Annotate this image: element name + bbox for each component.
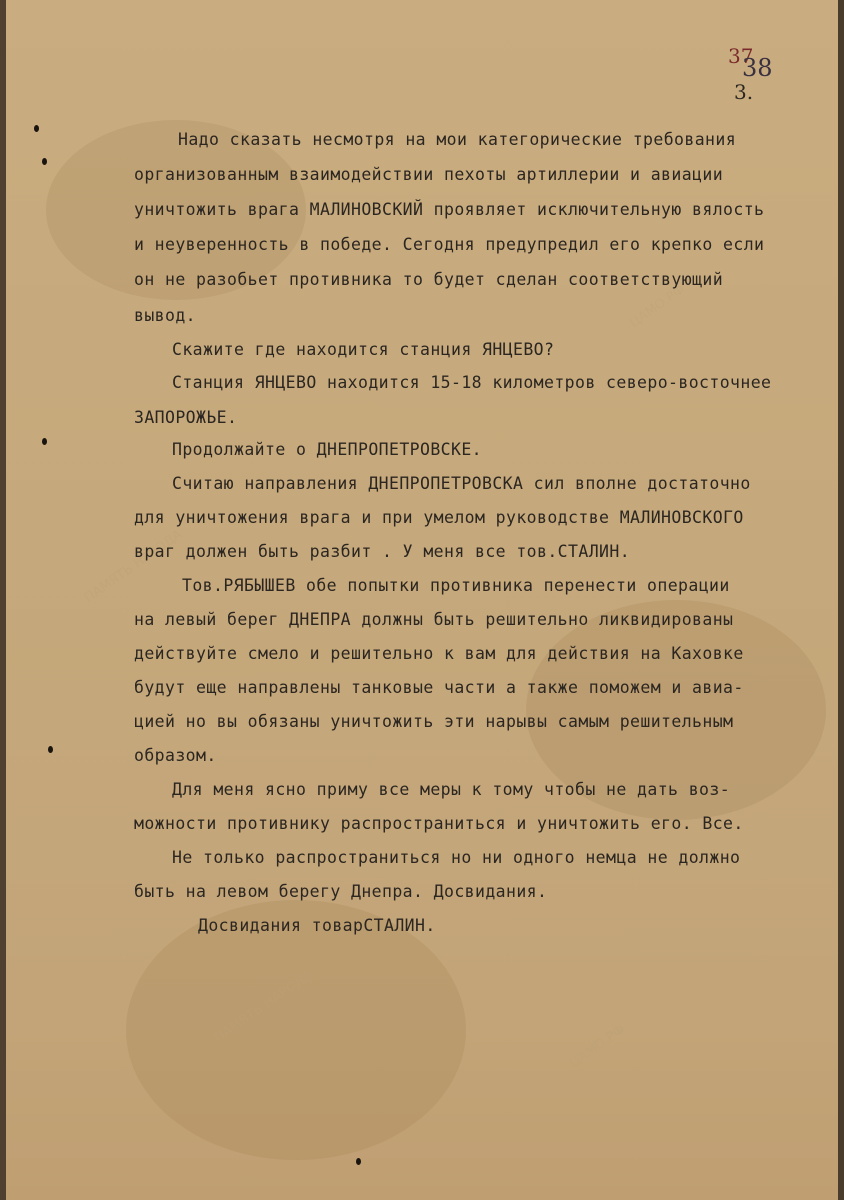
watermark: ПАМЯТЬ НАРОДА — [211, 967, 316, 1046]
document-page — [6, 0, 838, 1200]
punch-hole-mark — [48, 746, 53, 753]
watermark: ЦАМО.РФ — [627, 282, 688, 331]
text-line: действуйте смело и решительно к вам для действия на Каховке — [134, 644, 744, 663]
text-line: враг должен быть разбит . У меня все тов.СТАЛИН. — [134, 542, 631, 561]
text-line: образом. — [134, 746, 217, 765]
text-line: на левый берег ДНЕПРА должны быть решительно ликвидированы — [134, 610, 734, 629]
page-number-sub: 3. — [734, 80, 754, 104]
text-line: Станция ЯНЦЕВО находится 15-18 километров северо-восточнее — [172, 373, 772, 392]
punch-hole-mark — [356, 1158, 361, 1165]
text-line: быть на левом берегу Днепра. Досвидания. — [134, 882, 548, 901]
watermark: ЦАМО.РФ — [567, 1022, 628, 1071]
text-line: Продолжайте о ДНЕПРОПЕТРОВСКЕ. — [172, 440, 483, 459]
page-number-old: 37 — [728, 44, 754, 68]
text-line: Считаю направления ДНЕПРОПЕТРОВСКА сил вполне достаточно — [172, 474, 751, 493]
punch-hole-mark — [34, 125, 39, 132]
scan-edge-right — [838, 0, 844, 1200]
text-line: для уничтожения врага и при умелом руководстве МАЛИНОВСКОГО — [134, 508, 744, 527]
punch-hole-mark — [42, 438, 47, 445]
text-line: вывод. — [134, 306, 197, 325]
text-line: Не только распространиться но ни одного немца не должно — [172, 848, 741, 867]
text-line: он не разобьет противника то будет сделан соответствующий — [134, 270, 724, 289]
text-line: Досвидания товарСТАЛИН. — [198, 916, 436, 935]
text-line: организованным взаимодействии пехоты артиллерии и авиации — [134, 165, 724, 184]
text-line: Для меня ясно приму все меры к тому чтобы не дать воз- — [172, 780, 731, 799]
text-line: Тов.РЯБЫШЕВ обе попытки противника перенести операции — [182, 576, 730, 595]
watermark: ПАМЯТЬ НАРОДА — [81, 527, 186, 606]
document-body — [6, 0, 838, 1200]
page-number-new: 38 — [742, 54, 773, 82]
text-line: цией но вы обязаны уничтожить эти нарывы самым решительным — [134, 712, 734, 731]
text-line: будут еще направлены танковые части а также поможем и авиа- — [134, 678, 744, 697]
text-line: и неуверенность в победе. Сегодня предупредил его крепко если — [134, 235, 765, 254]
text-line: Скажите где находится станция ЯНЦЕВО? — [172, 340, 555, 359]
text-line: уничтожить врага МАЛИНОВСКИЙ проявляет исключительную вялость — [134, 200, 765, 219]
text-line: можности противнику распространиться и уничтожить его. Все. — [134, 814, 744, 833]
text-line: Надо сказать несмотря на мои категорические требования — [178, 130, 737, 149]
scan-edge-left — [0, 0, 6, 1200]
punch-hole-mark — [42, 158, 47, 165]
text-line: ЗАПОРОЖЬЕ. — [134, 408, 238, 427]
